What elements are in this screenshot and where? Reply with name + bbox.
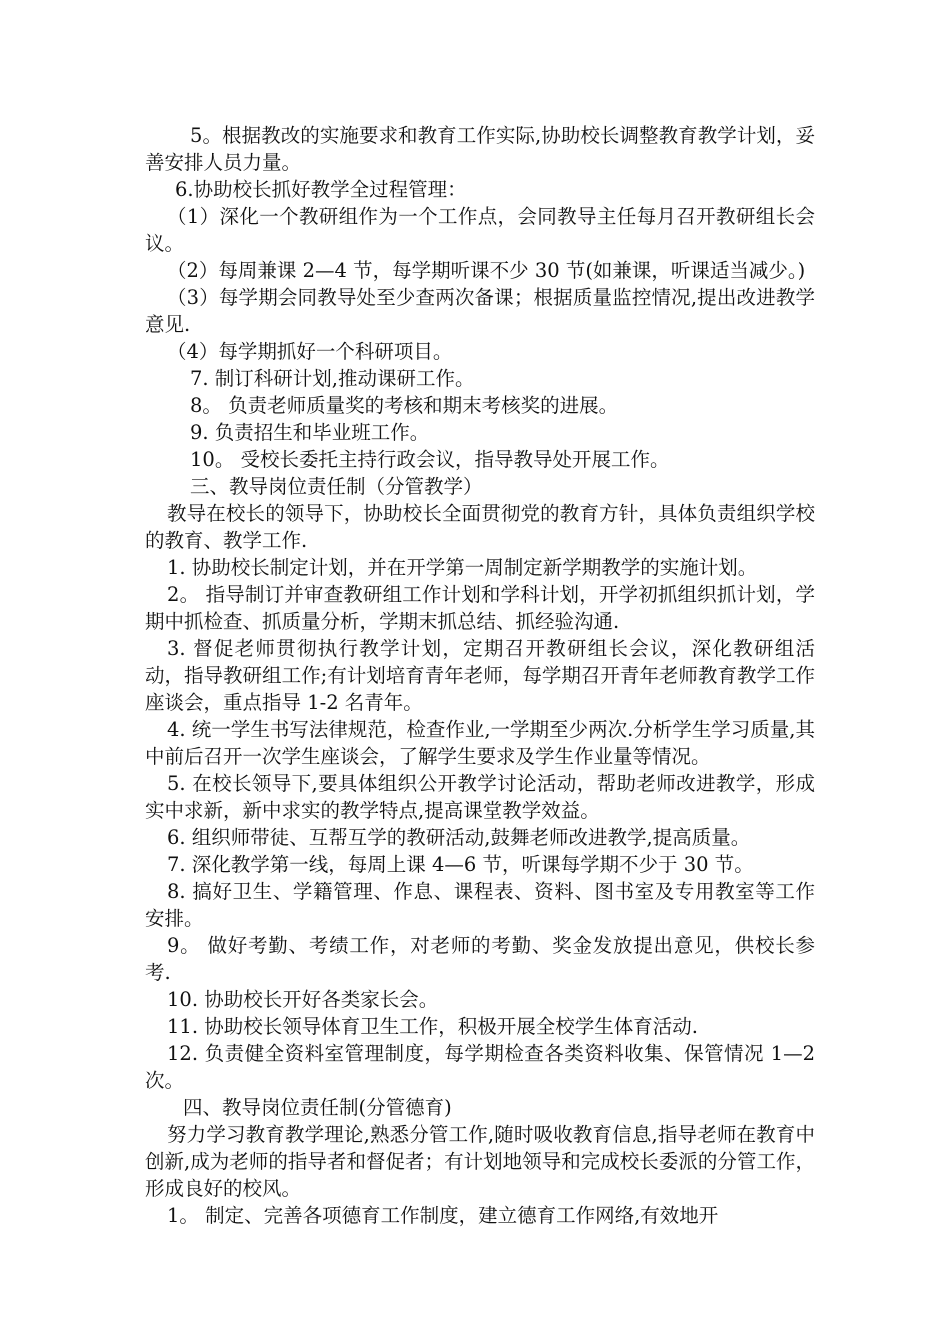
paragraph: （3）每学期会同教导处至少查两次备课；根据质量监控情况,提出改进教学意见. — [145, 286, 815, 336]
paragraph: 1. 协助校长制定计划，并在开学第一周制定新学期教学的实施计划。 — [167, 556, 758, 579]
paragraph: （2）每周兼课 2—4 节，每学期听课不少 30 节(如兼课，听课适当减少。) — [167, 259, 806, 282]
section-heading: 四、教导岗位责任制(分管德育) — [183, 1096, 452, 1119]
paragraph: 9. 负责招生和毕业班工作。 — [190, 421, 430, 444]
paragraph: 8. 搞好卫生、学籍管理、作息、课程表、资料、图书室及专用教室等工作安排。 — [145, 880, 815, 930]
paragraph: （1）深化一个教研组作为一个工作点，会同教导主任每月召开教研组长会议。 — [145, 205, 815, 255]
paragraph: 3. 督促老师贯彻执行教学计划，定期召开教研组长会议，深化教研组活动，指导教研组工作;有计划培育青年老师，每学期召开青年老师教育教学工作座谈会，重点指导 1-2 名青年。 — [145, 637, 815, 714]
paragraph: （4）每学期抓好一个科研项目。 — [167, 340, 453, 363]
paragraph: 10. 协助校长开好各类家长会。 — [167, 988, 439, 1011]
paragraph: 9。 做好考勤、考绩工作，对老师的考勤、奖金发放提出意见，供校长参考. — [145, 934, 815, 984]
paragraph: 4. 统一学生书写法律规范，检查作业,一学期至少两次.分析学生学习质量,其中前后召开一次学生座谈会，了解学生要求及学生作业量等情况。 — [145, 718, 815, 768]
paragraph: 1。 制定、完善各项德育工作制度，建立德育工作网络,有效地开 — [167, 1204, 719, 1227]
paragraph: 5。根据教改的实施要求和教育工作实际,协助校长调整教育教学计划，妥善安排人员力量。 — [145, 124, 815, 174]
paragraph: 2。 指导制订并审查教研组工作计划和学科计划，开学初抓组织抓计划，学期中抓检查、抓质量分析，学期末抓总结、抓经验沟通. — [145, 583, 815, 633]
paragraph: 6.协助校长抓好教学全过程管理： — [175, 178, 467, 201]
paragraph: 11. 协助校长领导体育卫生工作，积极开展全校学生体育活动. — [167, 1015, 698, 1038]
paragraph: 8。 负责老师质量奖的考核和期末考核奖的进展。 — [190, 394, 619, 417]
paragraph: 努力学习教育教学理论,熟悉分管工作,随时吸收教育信息,指导老师在教育中创新,成为老师的指导者和督促者；有计划地领导和完成校长委派的分管工作，形成良好的校风。 — [145, 1123, 815, 1200]
paragraph: 7. 制订科研计划,推动课研工作。 — [190, 367, 475, 390]
paragraph: 6. 组织师带徒、互帮互学的教研活动,鼓舞老师改进教学,提高质量。 — [167, 826, 751, 849]
document-body — [145, 122, 815, 1229]
paragraph: 教导在校长的领导下，协助校长全面贯彻党的教育方针，具体负责组织学校的教育、教学工作. — [145, 502, 815, 552]
paragraph: 5. 在校长领导下,要具体组织公开教学讨论活动，帮助老师改进教学，形成实中求新，新中求实的教学特点,提高课堂教学效益。 — [145, 772, 815, 822]
paragraph: 10。 受校长委托主持行政会议，指导教导处开展工作。 — [190, 448, 670, 471]
paragraph: 7. 深化教学第一线，每周上课 4—6 节，听课每学期不少于 30 节。 — [167, 853, 754, 876]
section-heading: 三、教导岗位责任制（分管教学） — [190, 475, 483, 498]
paragraph: 12. 负责健全资料室管理制度，每学期检查各类资料收集、保管情况 1—2 次。 — [145, 1042, 815, 1092]
